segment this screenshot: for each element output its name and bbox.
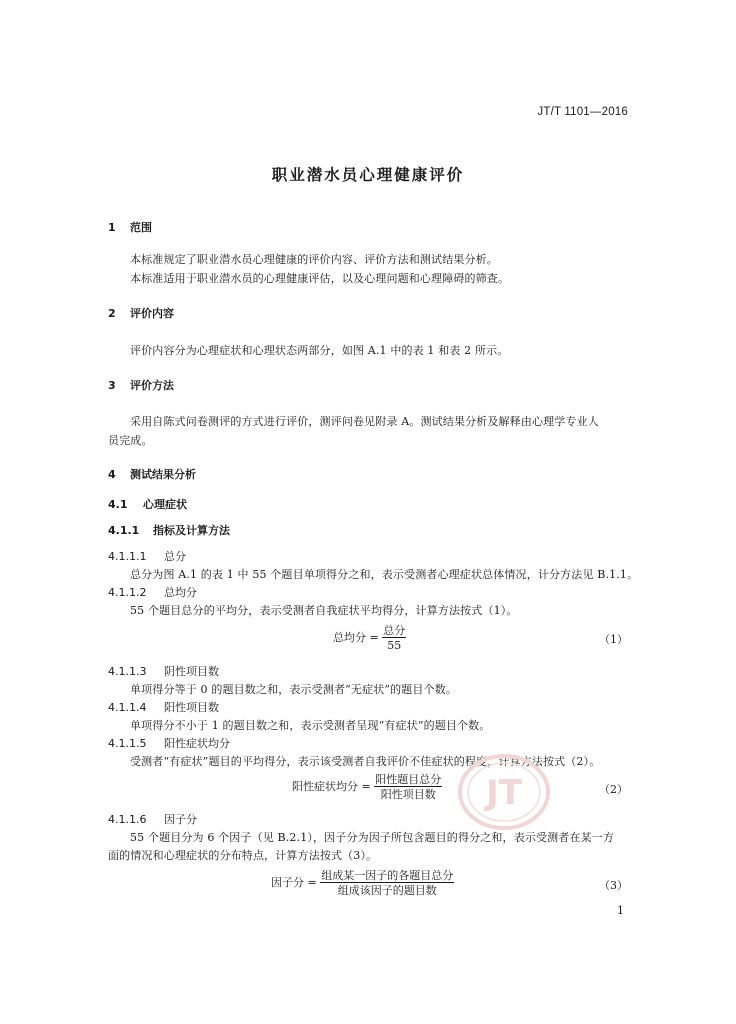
- section-title: 总均分: [164, 586, 197, 599]
- section-title: 测试结果分析: [130, 468, 196, 481]
- equation-2-label: （2）: [599, 783, 628, 796]
- section-title: 评价内容: [130, 307, 174, 320]
- section-number: 4.1.1.5: [108, 737, 147, 750]
- section-title: 阴性项目数: [164, 665, 219, 678]
- section-number: 4.1: [108, 498, 128, 511]
- equation-1-label: （1）: [599, 633, 628, 646]
- equation-fraction: [382, 624, 406, 652]
- section-3-paragraph-line-1: 采用自陈式问卷测评的方式进行评价，测评问卷见附录 A。测试结果分析及解释由心理学专业人: [130, 415, 599, 428]
- page-number: 1: [617, 904, 624, 917]
- section-4-1-1-1-heading: [108, 548, 186, 564]
- section-1-paragraph-1: 本标准规定了职业潜水员心理健康的评价内容、评价方法和测试结果分析。: [130, 253, 498, 266]
- section-4-1-1-2-heading: [108, 584, 197, 600]
- equation-3: [271, 869, 454, 897]
- watermark-text: JT: [486, 773, 522, 813]
- section-4-heading: [108, 466, 196, 482]
- section-4-1-1-5-heading: [108, 735, 230, 751]
- equation-numerator: 组成某一因子的各题目总分: [321, 869, 454, 882]
- section-4-1-1-5-paragraph: 受测者“有症状”题目的平均得分，表示该受测者自我评价不佳症状的程度，计算方法按式（2）。: [130, 755, 601, 768]
- section-4-1-1-6-paragraph-line-1: 55 个题目分为 6 个因子（见 B.2.1），因子分为因子所包含题目的得分之和，表示受测者在某一方: [130, 831, 615, 844]
- section-4-1-1-4-heading: [108, 699, 219, 715]
- section-title: 因子分: [164, 813, 197, 826]
- standard-code: JT/T 1101—2016: [537, 106, 628, 118]
- section-4-1-1-3-paragraph: 单项得分等于 0 的题目数之和，表示受测者“无症状”的题目个数。: [130, 683, 458, 696]
- section-4-1-1-6-heading: [108, 811, 197, 827]
- section-number: 4.1.1.2: [108, 586, 147, 599]
- section-4-1-1-6-paragraph-line-2: 面的情况和心理症状的分布特点，计算方法按式（3）。: [108, 849, 378, 862]
- jt-watermark-logo: [456, 752, 552, 832]
- section-number: 4: [108, 468, 116, 481]
- section-4-1-1-1-paragraph: 总分为图 A.1 的表 1 中 55 个题目单项得分之和，表示受测者心理症状总体情况，计分方法见 B.1.1。: [130, 568, 639, 581]
- equation-denominator: 组成该因子的题目数: [337, 884, 437, 897]
- equation-denominator: 阳性项目数: [380, 788, 436, 801]
- section-number: 2: [108, 307, 116, 320]
- equation-numerator: 总分: [383, 624, 406, 637]
- section-1-paragraph-2: 本标准适用于职业潜水员的心理健康评估，以及心理问题和心理障碍的筛查。: [130, 272, 510, 285]
- section-3-paragraph-line-2: 员完成。: [108, 434, 153, 447]
- section-2-paragraph-1: 评价内容分为心理症状和心理状态两部分，如图 A.1 中的表 1 和表 2 所示。: [130, 344, 509, 357]
- equation-3-label: （3）: [599, 879, 628, 892]
- section-number: 4.1.1.3: [108, 665, 147, 678]
- section-number: 4.1.1.4: [108, 701, 147, 714]
- section-3-heading: [108, 377, 174, 393]
- document-title: 职业潜水员心理健康评价: [271, 166, 465, 184]
- section-1-heading: [108, 219, 152, 235]
- section-title: 总分: [164, 550, 186, 563]
- section-title: 阳性项目数: [164, 701, 219, 714]
- section-title: 指标及计算方法: [153, 524, 230, 537]
- equation-lhs: 因子分 =: [271, 876, 317, 889]
- section-title: 心理症状: [143, 498, 187, 511]
- section-number: 4.1.1.1: [108, 550, 147, 563]
- section-4-1-heading: [108, 496, 187, 512]
- equation-1: [333, 624, 406, 652]
- section-number: 1: [108, 221, 116, 234]
- section-4-1-1-3-heading: [108, 663, 219, 679]
- equation-lhs: 总均分 =: [333, 631, 379, 644]
- section-number: 4.1.1: [108, 524, 140, 537]
- equation-2: [292, 773, 442, 801]
- section-4-1-1-2-paragraph: 55 个题目总分的平均分，表示受测者自我症状平均得分，计算方法按式（1）。: [130, 604, 518, 617]
- section-2-heading: [108, 305, 174, 321]
- equation-fraction: [320, 869, 454, 897]
- section-4-1-1-4-paragraph: 单项得分不小于 1 的题目数之和，表示受测者呈现“有症状”的题目个数。: [130, 719, 491, 732]
- section-title: 范围: [130, 221, 152, 234]
- equation-lhs: 阳性症状均分 =: [292, 780, 371, 793]
- section-number: 3: [108, 379, 116, 392]
- equation-denominator: 55: [387, 639, 402, 652]
- section-4-1-1-heading: [108, 522, 230, 538]
- section-title: 阳性症状均分: [164, 737, 230, 750]
- section-title: 评价方法: [130, 379, 174, 392]
- section-number: 4.1.1.6: [108, 813, 147, 826]
- equation-numerator: 阳性题目总分: [375, 773, 442, 786]
- equation-fraction: [374, 773, 442, 801]
